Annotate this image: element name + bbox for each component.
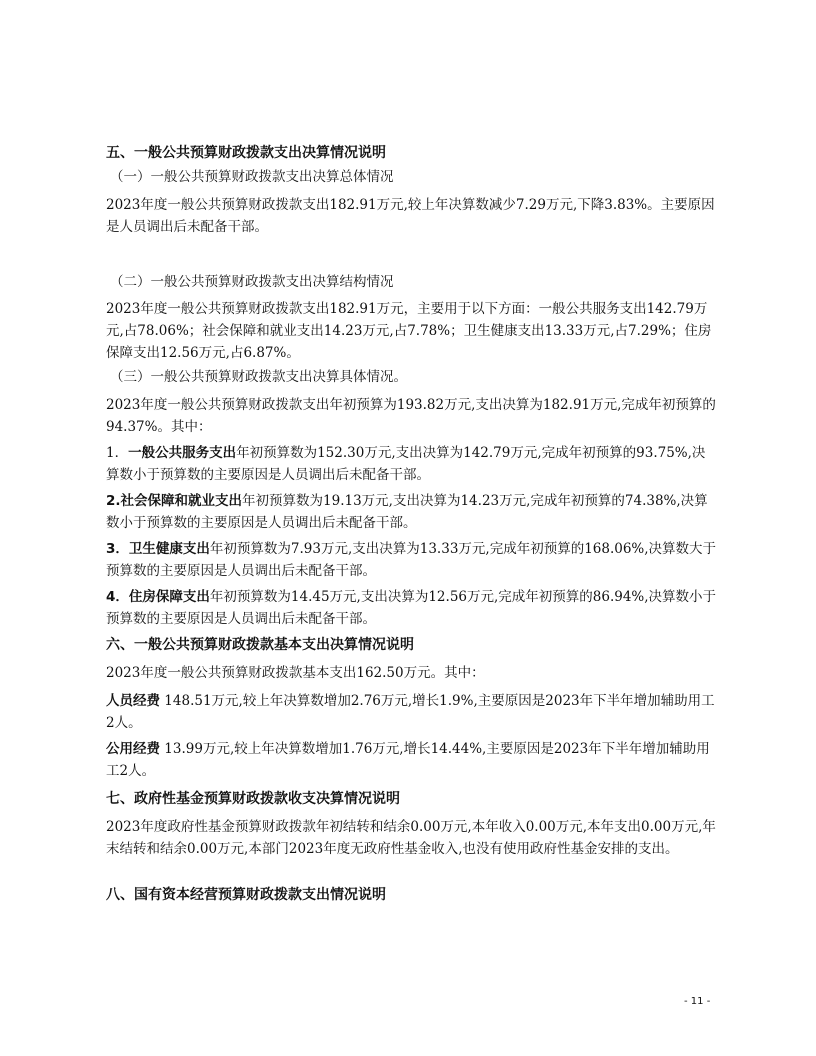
section-5-sub-2: （二）一般公共预算财政拨款支出决算结构情况 [110, 274, 394, 290]
item-title: 卫生健康支出 [128, 541, 210, 557]
personnel-expense-paragraph [106, 690, 718, 734]
section-5-heading: 五、一般公共预算财政拨款支出决算情况说明 [106, 145, 386, 161]
list-item [106, 586, 718, 630]
section-5-paragraph-1: 2023年度一般公共预算财政拨款支出182.91万元,较上年决算数减少7.29万元,下降3.83%。主要原因是人员调出后未配备干部。 [106, 197, 715, 235]
item-text: 年初预算数为14.45万元,支出决算为12.56万元,完成年初预算的86.94%,决算数小于预算数的主要原因是人员调出后未配备干部。 [106, 589, 717, 627]
section-7-heading: 七、政府性基金预算财政拨款收支决算情况说明 [106, 791, 400, 807]
public-expense-title: 公用经费 [106, 741, 160, 757]
list-item [106, 538, 718, 582]
public-expense-paragraph [106, 738, 718, 782]
item-text: 年初预算数为19.13万元,支出决算为14.23万元,完成年初预算的74.38%,决算数小于预算数的主要原因是人员调出后未配备干部。 [106, 493, 708, 531]
item-title: 一般公共服务支出 [128, 445, 237, 461]
item-title: 社会保障和就业支出 [120, 493, 243, 509]
section-5-sub-1: （一）一般公共预算财政拨款支出决算总体情况 [110, 169, 394, 185]
section-6-paragraph-1: 2023年度一般公共预算财政拨款基本支出162.50万元。其中： [106, 665, 485, 681]
section-5-sub-3: （三）一般公共预算财政拨款支出决算具体情况。 [110, 369, 407, 385]
item-number: 1． [106, 445, 129, 461]
list-item [106, 442, 718, 486]
item-number: 3． [106, 541, 129, 557]
item-text: 年初预算数为152.30万元,支出决算为142.79万元,完成年初预算的93.75%,决算数小于预算数的主要原因是人员调出后未配备干部。 [106, 445, 706, 483]
page-number: - 11 - [684, 996, 711, 1007]
section-5-paragraph-2: 2023年度一般公共预算财政拨款支出182.91万元，主要用于以下方面：一般公共服务支出142.79万元,占78.06%；社会保障和就业支出14.23万元,占7.78%；卫生健康支出13.33万元,占7.29%；住房保障支出12.56万元,占6.87%。 [106, 301, 712, 361]
item-number: 4． [106, 589, 129, 605]
personnel-expense-text: 148.51万元,较上年决算数增加2.76万元,增长1.9%,主要原因是2023年下半年增加辅助用工2人。 [106, 693, 715, 731]
item-number: 2. [106, 493, 121, 509]
section-6-heading: 六、一般公共预算财政拨款基本支出决算情况说明 [106, 637, 414, 653]
personnel-expense-title: 人员经费 [106, 693, 160, 709]
item-text: 年初预算数为7.93万元,支出决算为13.33万元,完成年初预算的168.06%,决算数大于预算数的主要原因是人员调出后未配备干部。 [106, 541, 717, 579]
item-title: 住房保障支出 [128, 589, 210, 605]
section-8-heading: 八、国有资本经营预算财政拨款支出情况说明 [106, 887, 386, 903]
section-7-paragraph-1: 2023年度政府性基金预算财政拨款年初结转和结余0.00万元,本年收入0.00万元,本年支出0.00万元,年末结转和结余0.00万元,本部门2023年度无政府性基金收入,也没有使用政府性基金安排的支出。 [106, 819, 716, 857]
list-item [106, 490, 718, 534]
public-expense-text: 13.99万元,较上年决算数增加1.76万元,增长14.44%,主要原因是2023年下半年增加辅助用工2人。 [106, 741, 710, 779]
section-5-paragraph-3: 2023年度一般公共预算财政拨款支出年初预算为193.82万元,支出决算为182.91万元,完成年初预算的94.37%。其中： [106, 397, 716, 435]
